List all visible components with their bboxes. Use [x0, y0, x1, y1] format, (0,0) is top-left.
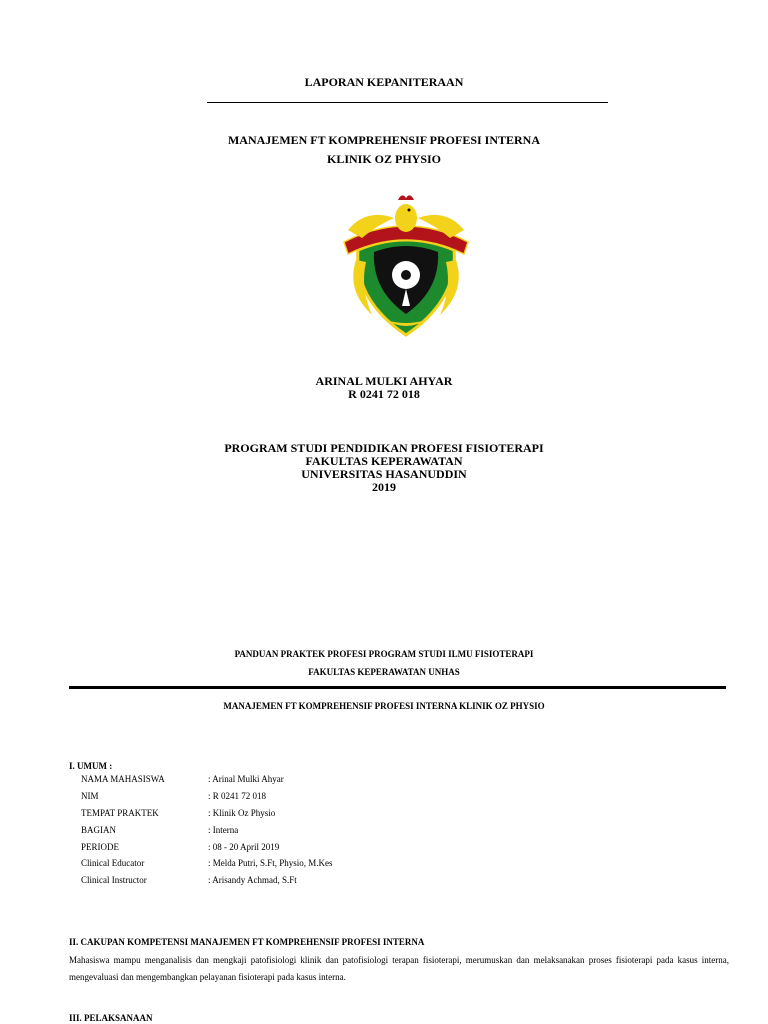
student-name: ARINAL MULKI AHYAR — [315, 374, 453, 388]
guide-title: PANDUAN PRAKTEK PROFESI PROGRAM STUDI ILMU FISIOTERAPI — [234, 649, 534, 659]
info-value: : Interna — [208, 825, 239, 835]
section-3-heading: III. PELAKSANAAN — [69, 1013, 153, 1023]
section-2-heading: II. CAKUPAN KOMPETENSI MANAJEMEN FT KOMPREHENSIF PROFESI INTERNA — [69, 937, 425, 947]
section-1-heading: I. UMUM : — [69, 761, 113, 771]
info-value: : Arinal Mulki Ahyar — [208, 774, 284, 784]
report-title: LAPORAN KEPANITERAAN — [304, 75, 464, 89]
info-value: : Melda Putri, S.Ft, Physio, M.Kes — [208, 858, 333, 868]
info-value: : Arisandy Achmad, S.Ft — [208, 875, 297, 885]
subject-line-2: KLINIK OZ PHYSIO — [326, 152, 442, 166]
section-2-body: Mahasiswa mampu menganalisis dan mengkaji patofisiologi klinik dan patofisiologi terapan fisioterapi, merumuskan dan melaksanakan proses fisioterapi pada kasus interna, mengevaluasi dan mengembangkan pelayanan fisioterapi pada kasus interna. — [69, 955, 729, 982]
faculty-name: FAKULTAS KEPERAWATAN — [305, 454, 463, 468]
document-title: MANAJEMEN FT KOMPREHENSIF PROFESI INTERNA KLINIK OZ PHYSIO — [223, 701, 545, 711]
header-divider — [69, 686, 726, 689]
info-value: : R 0241 72 018 — [208, 791, 267, 801]
student-id: R 0241 72 018 — [348, 387, 420, 401]
title-underline — [207, 102, 608, 103]
info-label: NAMA MAHASISWA — [81, 774, 165, 784]
year: 2019 — [372, 480, 396, 494]
info-label: BAGIAN — [81, 825, 116, 835]
info-label: TEMPAT PRAKTEK — [81, 808, 159, 818]
info-label: Clinical Educator — [81, 858, 145, 868]
guide-faculty: FAKULTAS KEPERAWATAN UNHAS — [308, 667, 460, 677]
info-value: : 08 - 20 April 2019 — [208, 842, 280, 852]
info-label: NIM — [81, 791, 99, 801]
university-emblem — [336, 190, 476, 340]
subject-line-1: MANAJEMEN FT KOMPREHENSIF PROFESI INTERNA — [227, 133, 541, 147]
info-value: : Klinik Oz Physio — [208, 808, 276, 818]
program-name: PROGRAM STUDI PENDIDIKAN PROFESI FISIOTERAPI — [224, 441, 544, 455]
info-label: Clinical Instructor — [81, 875, 147, 885]
info-label: PERIODE — [81, 842, 119, 852]
university-name: UNIVERSITAS HASANUDDIN — [301, 467, 467, 481]
